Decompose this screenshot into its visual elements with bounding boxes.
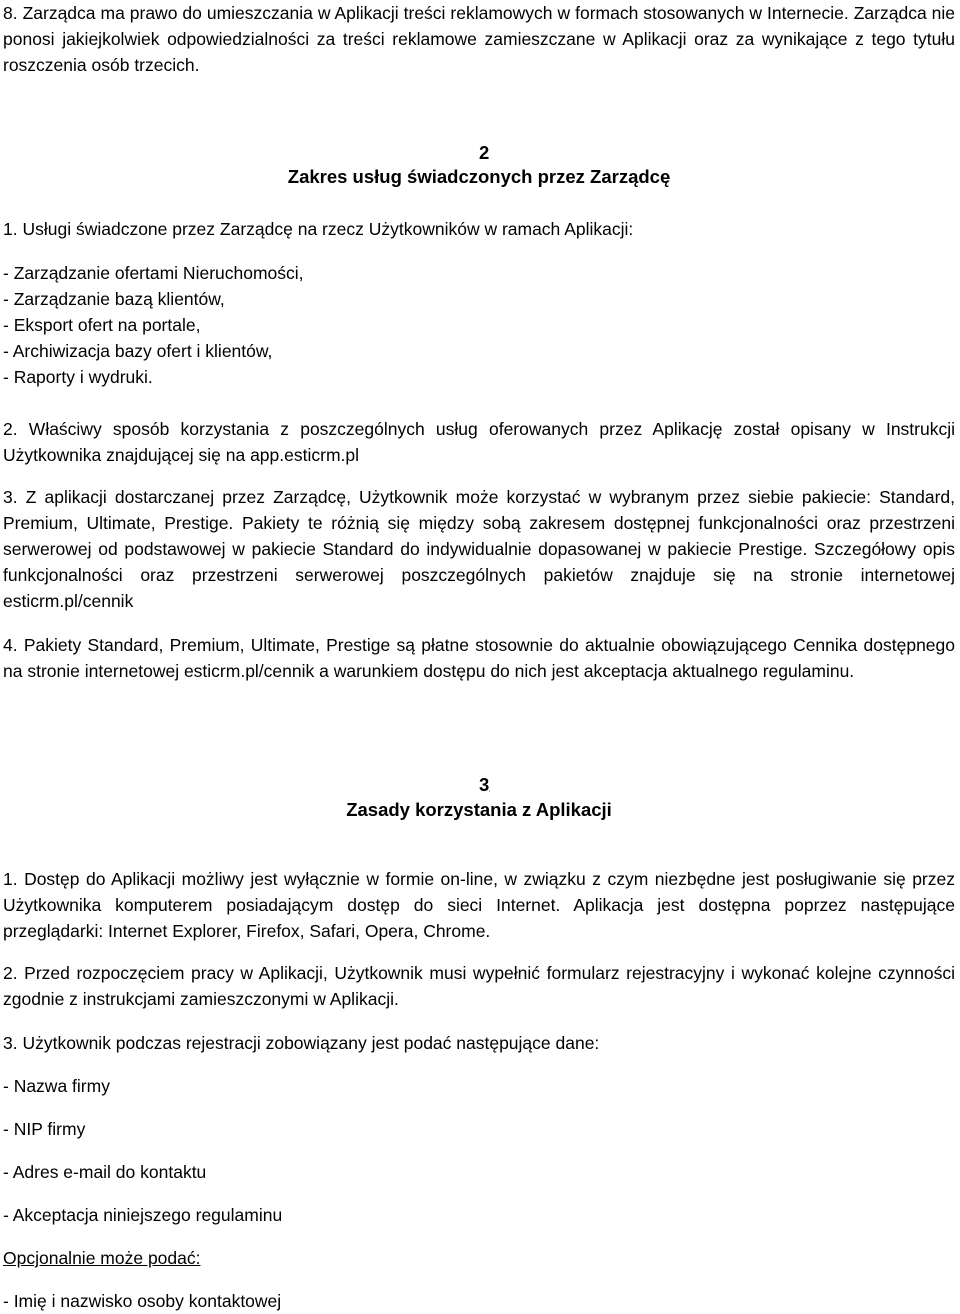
list-item: - Raporty i wydruki. — [3, 367, 153, 387]
section-3-title: Zasady korzystania z Aplikacji — [346, 799, 612, 820]
optional-fields-label — [3, 1245, 955, 1271]
section-3-number — [3, 771, 955, 798]
section-2-paragraph-4: 4. Pakiety Standard, Premium, Ultimate, Prestige są płatne stosownie do aktualnie obowiązującego Cennika dostępnego na stronie internetowej esticrm.pl/cennik a warunkiem dostępu do nich jest akceptacja aktualnego regulaminu. — [3, 635, 955, 681]
required-field-item: - Adres e-mail do kontaktu — [3, 1162, 207, 1182]
services-list — [3, 260, 955, 390]
list-item: - Zarządzanie bazą klientów, — [3, 289, 225, 309]
required-field-item: - Akceptacja niniejszego regulaminu — [3, 1205, 283, 1225]
section-2-paragraph-1: 1. Usługi świadczone przez Zarządcę na rzecz Użytkowników w ramach Aplikacji: — [3, 219, 634, 239]
section-2-paragraph-2: 2. Właściwy sposób korzystania z poszczególnych usług oferowanych przez Aplikację został opisany w Instrukcji Użytkownika znajdującej się na app.esticrm.pl — [3, 419, 955, 465]
section-3-paragraph-2: 2. Przed rozpoczęciem pracy w Aplikacji, Użytkownik musi wypełnić formularz rejestracyjny i wykonać kolejne czynności zgodnie z instrukcjami zamieszczonymi w Aplikacji. — [3, 963, 955, 1009]
section-2-number — [3, 139, 955, 166]
optional-label-text: Opcjonalnie może podać: — [3, 1248, 201, 1268]
section-2-paragraph-3: 3. Z aplikacji dostarczanej przez Zarządcę, Użytkownik może korzystać w wybranym przez siebie pakiecie: Standard, Premium, Ultimate, Prestige. Pakiety te różnią się między sobą zakresem dostępnej funkcjonalności oraz przestrzeni serwerowej od podstawowej w pakiecie Standard do indywidualnie dopasowanej w pakiecie Prestige. Szczegółowy opis funkcjonalności oraz przestrzeni serwerowej poszczególnych pakietów znajduje się na stronie internetowej esticrm.pl/cennik — [3, 487, 955, 611]
list-item: - Zarządzanie ofertami Nieruchomości, — [3, 263, 304, 283]
section-2-title: Zakres usług świadczonych przez Zarządcę — [287, 166, 671, 187]
list-item: - Eksport ofert na portale, — [3, 315, 201, 335]
required-field-item: - NIP firmy — [3, 1119, 86, 1139]
section-2-number-text: 2 — [479, 142, 490, 163]
paragraph-8: 8. Zarządca ma prawo do umieszczania w Aplikacji treści reklamowych w formach stosowanych w Internecie. Zarządca nie ponosi jakiejkolwiek odpowiedzialności za treści reklamowe zamieszczane w Aplikacji oraz za wynikające z tego tytułu roszczenia osób trzecich. — [3, 3, 955, 75]
section-3-paragraph-3: 3. Użytkownik podczas rejestracji zobowiązany jest podać następujące dane: — [3, 1033, 600, 1053]
section-3-number-text: 3 — [479, 774, 490, 795]
optional-field-item: - Imię i nazwisko osoby kontaktowej — [3, 1291, 282, 1311]
section-3-paragraph-1: 1. Dostęp do Aplikacji możliwy jest wyłącznie w formie on-line, w związku z czym niezbędne jest posługiwanie się przez Użytkownika komputerem posiadającym dostęp do sieci Internet. Aplikacja jest dostępna poprzez następujące przeglądarki: Internet Explorer, Firefox, Safari, Opera, Chrome. — [3, 869, 955, 941]
list-item: - Archiwizacja bazy ofert i klientów, — [3, 341, 273, 361]
required-field-item: - Nazwa firmy — [3, 1076, 110, 1096]
